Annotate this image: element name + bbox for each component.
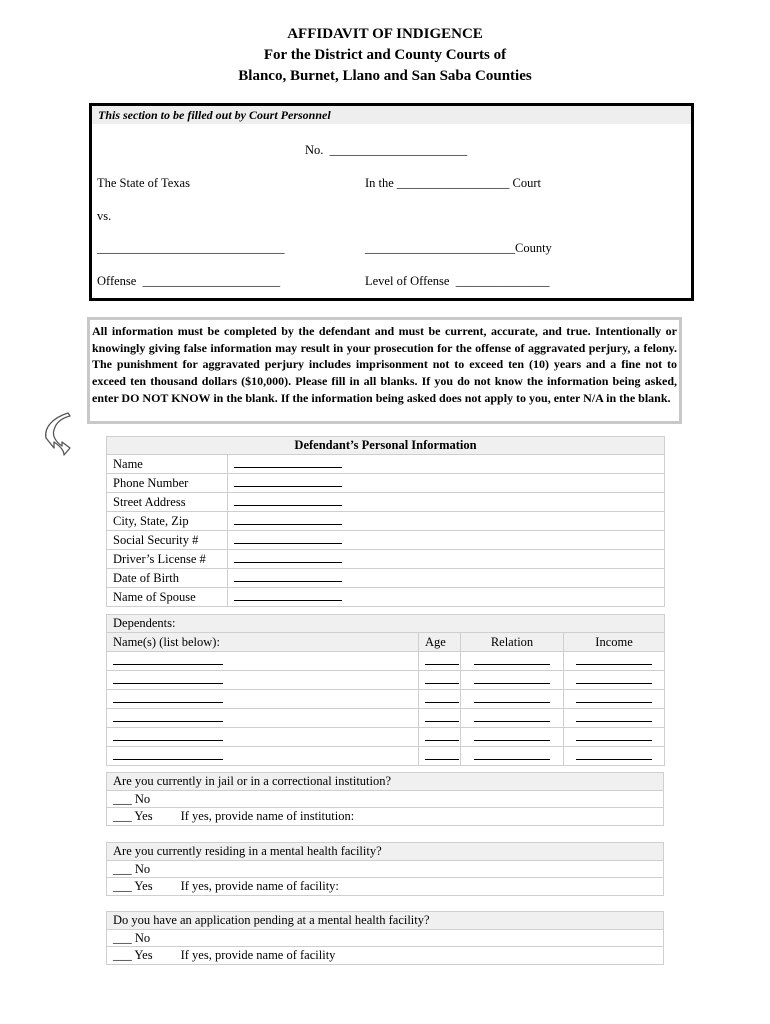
answer-no-option[interactable]: ___ No	[107, 790, 664, 808]
document-title	[0, 24, 770, 87]
personal-info-row	[107, 474, 665, 493]
follow-up-prompt: If yes, provide name of institution:	[180, 809, 355, 824]
personal-field-blank[interactable]	[228, 588, 665, 607]
dependent-name-blank[interactable]	[107, 746, 419, 765]
dependents-label: Dependents:	[107, 615, 665, 633]
personal-field-label: Name	[107, 455, 228, 474]
dependent-row	[107, 670, 665, 689]
curved-arrow-icon	[40, 410, 76, 462]
dependents-relation-header: Relation	[461, 633, 564, 651]
dependent-row	[107, 689, 665, 708]
personal-field-blank[interactable]	[228, 474, 665, 493]
dependent-income-blank[interactable]	[564, 708, 665, 727]
dependent-row	[107, 708, 665, 727]
question-text: Do you have an application pending at a mental health facility?	[107, 912, 664, 930]
answer-no-option[interactable]: ___ No	[107, 860, 664, 878]
personal-info-row	[107, 531, 665, 550]
dependent-name-blank[interactable]	[107, 689, 419, 708]
dependent-name-blank[interactable]	[107, 708, 419, 727]
dependent-income-blank[interactable]	[564, 670, 665, 689]
dependent-age-blank[interactable]	[419, 689, 461, 708]
dependent-age-blank[interactable]	[419, 727, 461, 746]
dependent-row	[107, 746, 665, 765]
personal-field-blank[interactable]	[228, 493, 665, 512]
dependent-row	[107, 651, 665, 670]
versus-label: vs.	[97, 209, 112, 223]
dependent-income-blank[interactable]	[564, 689, 665, 708]
level-of-offense-field[interactable]: Level of Offense _______________	[365, 274, 550, 288]
defendant-name-blank[interactable]: ______________________________	[97, 241, 285, 255]
state-of-texas-label: The State of Texas	[97, 176, 190, 190]
court-personnel-section	[89, 103, 694, 301]
dependent-age-blank[interactable]	[419, 651, 461, 670]
dependent-relation-blank[interactable]	[461, 746, 564, 765]
question-table	[106, 842, 664, 896]
dependents-income-header: Income	[564, 633, 665, 651]
personal-field-label: Street Address	[107, 493, 228, 512]
dependents-name-header: Name(s) (list below):	[107, 633, 419, 651]
personal-field-label: Date of Birth	[107, 569, 228, 588]
dependent-age-blank[interactable]	[419, 670, 461, 689]
dependent-relation-blank[interactable]	[461, 651, 564, 670]
personal-field-label: Name of Spouse	[107, 588, 228, 607]
dependent-income-blank[interactable]	[564, 651, 665, 670]
personal-field-label: City, State, Zip	[107, 512, 228, 531]
personal-field-blank[interactable]	[228, 455, 665, 474]
yes-label: ___ Yes	[113, 948, 153, 963]
personal-field-blank[interactable]	[228, 550, 665, 569]
dependent-name-blank[interactable]	[107, 670, 419, 689]
personal-info-header: Defendant’s Personal Information	[107, 437, 665, 455]
court-section-header: This section to be filled out by Court Personnel	[92, 106, 691, 124]
dependent-relation-blank[interactable]	[461, 727, 564, 746]
answer-no-option[interactable]: ___ No	[107, 929, 664, 947]
yes-label: ___ Yes	[113, 809, 153, 824]
personal-info-row	[107, 493, 665, 512]
case-number-field[interactable]: No. ______________________	[305, 143, 468, 157]
personal-info-row	[107, 550, 665, 569]
dependents-table	[106, 614, 665, 766]
dependent-income-blank[interactable]	[564, 727, 665, 746]
personal-field-label: Driver’s License #	[107, 550, 228, 569]
dependent-relation-blank[interactable]	[461, 689, 564, 708]
court-name-field[interactable]: In the __________________ Court	[365, 176, 542, 190]
title-line-1: AFFIDAVIT OF INDIGENCE	[287, 26, 483, 42]
personal-info-table	[106, 436, 665, 607]
personal-info-row	[107, 455, 665, 474]
personal-info-row	[107, 569, 665, 588]
title-line-2: For the District and County Courts of	[263, 47, 507, 63]
dependent-relation-blank[interactable]	[461, 670, 564, 689]
question-table	[106, 772, 664, 826]
personal-field-label: Phone Number	[107, 474, 228, 493]
county-field[interactable]: ________________________County	[365, 241, 552, 255]
title-line-3: Blanco, Burnet, Llano and San Saba Counties	[238, 68, 532, 84]
answer-yes-option[interactable]	[107, 808, 664, 826]
personal-field-blank[interactable]	[228, 512, 665, 531]
dependents-age-header: Age	[419, 633, 461, 651]
follow-up-prompt: If yes, provide name of facility:	[180, 879, 339, 894]
dependent-income-blank[interactable]	[564, 746, 665, 765]
personal-info-row	[107, 588, 665, 607]
question-text: Are you currently residing in a mental health facility?	[107, 843, 664, 861]
dependent-age-blank[interactable]	[419, 746, 461, 765]
dependent-name-blank[interactable]	[107, 727, 419, 746]
answer-yes-option[interactable]	[107, 878, 664, 896]
offense-field[interactable]: Offense ______________________	[97, 274, 281, 288]
follow-up-prompt: If yes, provide name of facility	[180, 948, 336, 963]
personal-field-blank[interactable]	[228, 531, 665, 550]
answer-yes-option[interactable]	[107, 947, 664, 965]
personal-field-label: Social Security #	[107, 531, 228, 550]
question-table	[106, 911, 664, 965]
yes-label: ___ Yes	[113, 879, 153, 894]
dependent-age-blank[interactable]	[419, 708, 461, 727]
dependent-row	[107, 727, 665, 746]
personal-info-row	[107, 512, 665, 531]
dependent-name-blank[interactable]	[107, 651, 419, 670]
perjury-warning: All information must be completed by the defendant and must be current, accurate, and true. Intentionally or knowingly giving false information may result in your prosecution for the offense of aggravated perjury, a felony. The punishment for aggravated perjury includes imprisonment not to exceed ten (10) years and a fine not to exceed ten thousand dollars ($10,000). Please fill in all blanks. If you do not know the information being asked, enter DO NOT KNOW in the blank. If the information being asked does not apply to you, enter N/A in the blank.	[87, 317, 682, 424]
question-text: Are you currently in jail or in a correctional institution?	[107, 773, 664, 791]
dependent-relation-blank[interactable]	[461, 708, 564, 727]
personal-field-blank[interactable]	[228, 569, 665, 588]
